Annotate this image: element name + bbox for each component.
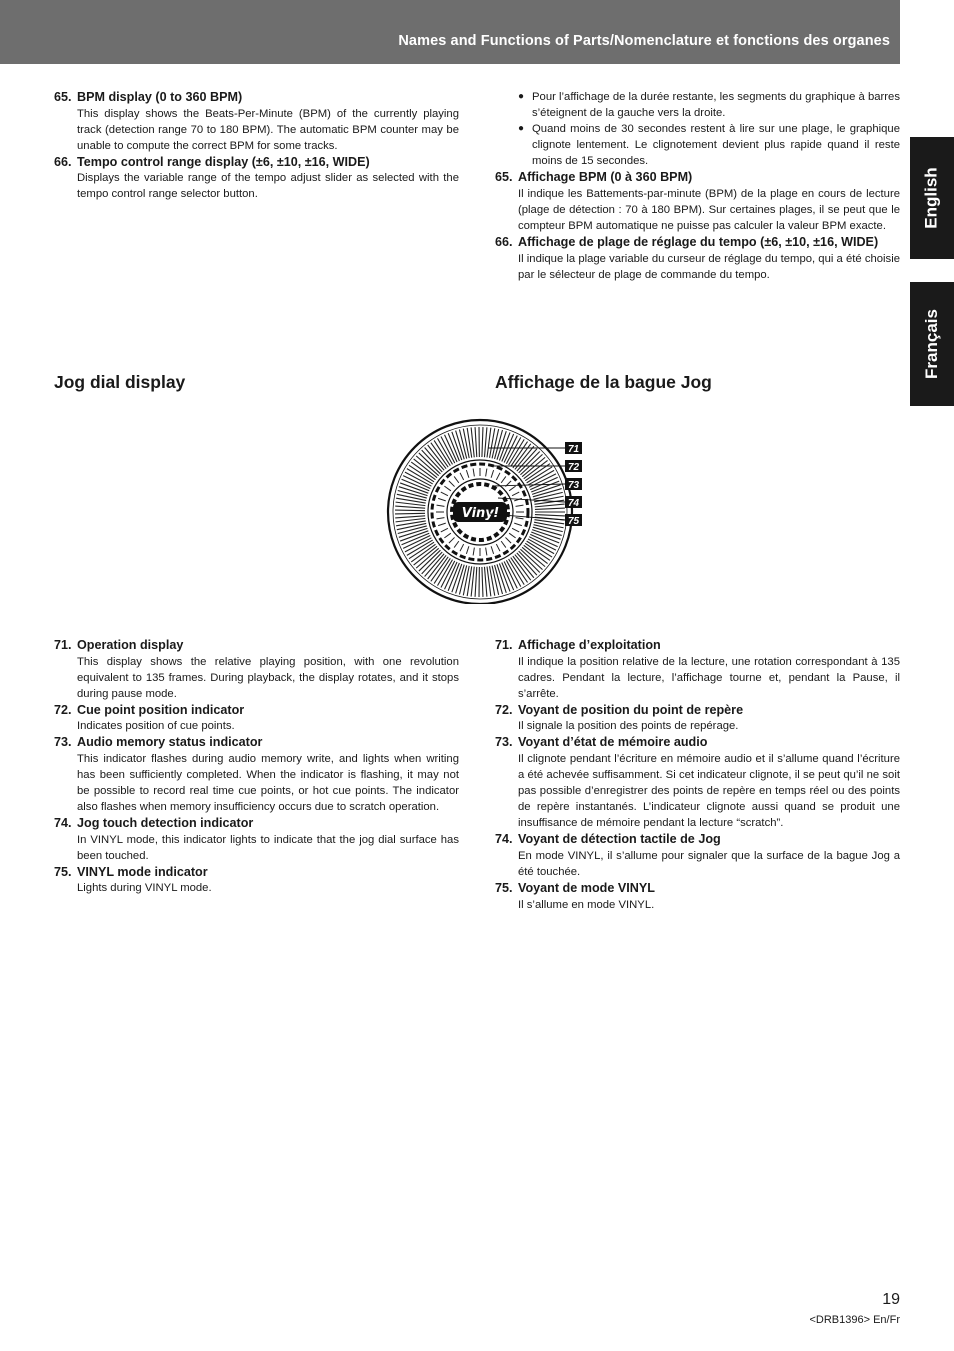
vinyl-mode-text: Vinyl [461, 506, 499, 521]
item-number: 72. [495, 702, 513, 717]
item-74-fr [495, 831, 900, 880]
item-71-fr [495, 637, 900, 702]
callout-label: 75 [567, 516, 580, 527]
jog-dial-diagram [380, 418, 590, 604]
item-body: Indicates position of cue points. [77, 720, 235, 733]
item-title: Voyant d’état de mémoire audio [518, 735, 708, 750]
header-title: Names and Functions of Parts/Nomenclature et fonctions des organes [398, 33, 890, 49]
item-number: 74. [54, 816, 72, 831]
item-73-en [54, 734, 459, 815]
item-number: 66. [54, 154, 72, 169]
callout-label: 74 [567, 498, 580, 509]
section-title-fr: Affichage de la bague Jog [495, 372, 712, 392]
bullet-text: Pour l’affichage de la durée restante, les segments du graphique à barres s’éteignent de la gauche vers la droite. [532, 91, 900, 120]
item-body: Il indique la position relative de la lecture, une rotation correspondant à 135 cadres. Pendant la lecture, l’affichage tourne et, pendant la Pause, il s’arrête. [518, 655, 900, 700]
document-code: <DRB1396> En/Fr [809, 1314, 900, 1326]
item-number: 73. [54, 735, 72, 750]
item-number: 74. [495, 832, 513, 847]
item-number: 72. [54, 702, 72, 717]
item-title: Audio memory status indicator [77, 735, 263, 750]
item-body: This display shows the relative playing position, with one revolution equivalent to 135 frames. During playback, the display rotates, and it stops during pause mode. [77, 655, 459, 700]
bottom-english-column [54, 637, 459, 897]
item-title: Voyant de mode VINYL [518, 881, 655, 896]
item-title: Cue point position indicator [77, 702, 245, 717]
item-66-fr [495, 234, 900, 283]
page-number: 19 [882, 1291, 900, 1308]
bullet-text: Quand moins de 30 secondes restent à lire sur une plage, le graphique clignote lentement. Le clignotement devient plus rapide quand il reste moins de 15 secondes. [532, 123, 900, 168]
item-73-fr [495, 734, 900, 831]
dial-segment [395, 510, 425, 511]
bullet-item [518, 121, 900, 169]
tab-francais[interactable] [910, 282, 954, 406]
item-title: Operation display [77, 638, 184, 652]
item-body: Il clignote pendant l’écriture en mémoire audio et il s’allume quand l’écriture a été achevée suffisamment. Si cet indicateur clignote, il se peut qu’il ne soit pas possible d’enregistrer des points de repère en temps réel ou des points de repère instantanés. L’indicateur clignote aussi quand se produit une insuffisance de mémoire pendant la lecture “scratch”. [518, 752, 900, 830]
item-body: Lights during VINYL mode. [77, 882, 212, 895]
item-65-en [54, 89, 459, 154]
item-74-en [54, 815, 459, 864]
item-title: BPM display (0 to 360 BPM) [77, 90, 243, 104]
item-title: Affichage d’exploitation [518, 638, 661, 652]
tab-francais-label: Français [922, 309, 941, 379]
item-number: 73. [495, 735, 513, 750]
item-number: 71. [54, 638, 72, 652]
item-body: Il signale la position des points de repérage. [518, 720, 739, 733]
item-body: In VINYL mode, this indicator lights to indicate that the jog dial surface has been touched. [77, 833, 459, 862]
item-number: 75. [54, 864, 72, 879]
item-71-en [54, 637, 459, 702]
item-72-en [54, 702, 459, 735]
item-title: Affichage de plage de réglage du tempo (±6, ±10, ±16, WIDE) [518, 235, 879, 250]
item-66-en [54, 154, 459, 203]
item-title: Jog touch detection indicator [77, 816, 254, 831]
dial-segment [395, 513, 425, 514]
item-number: 71. [495, 638, 513, 652]
item-title: Voyant de position du point de repère [518, 702, 744, 717]
item-body: Il indique la plage variable du curseur de réglage du tempo, qui a été choisie par le sélecteur de plage de commande du tempo. [518, 252, 900, 281]
item-body: This display shows the Beats-Per-Minute (BPM) of the currently playing track (detection range 70 to 180 BPM). The automatic BPM counter may be unable to compute the correct BPM for some tracks. [77, 107, 459, 152]
callout-label: 73 [567, 480, 580, 491]
item-65-fr [495, 169, 900, 234]
item-title: Affichage BPM (0 à 360 BPM) [518, 170, 693, 185]
item-number: 65. [54, 90, 72, 104]
item-number: 66. [495, 235, 513, 250]
item-75-en [54, 864, 459, 897]
item-body: This indicator flashes during audio memory write, and lights when writing has been sufficiently completed. When the indicator is flashing, it may not be possible to record real time cue points, or hot cue points. The indicator also flashes when memory insufficiency occurs due to scratch operation. [77, 752, 459, 814]
item-number: 65. [495, 170, 513, 185]
callout-label: 72 [567, 462, 580, 473]
item-title: Voyant de détection tactile de Jog [518, 832, 721, 847]
item-72-fr [495, 702, 900, 735]
top-english-column [54, 89, 459, 202]
item-body: En mode VINYL, il s’allume pour signaler que la surface de la bague Jog a été touchée. [518, 849, 900, 878]
section-title-en: Jog dial display [54, 372, 186, 392]
item-75-fr [495, 880, 900, 913]
top-french-column [495, 89, 900, 283]
bottom-french-column [495, 637, 900, 913]
item-number: 75. [495, 881, 513, 896]
callout-label: 71 [567, 444, 580, 455]
item-body: Displays the variable range of the tempo adjust slider as selected with the tempo control range selector button. [77, 172, 459, 201]
bullet-dot-icon: ● [518, 91, 525, 102]
item-title: VINYL mode indicator [77, 864, 208, 879]
item-title: Tempo control range display (±6, ±10, ±16, WIDE) [77, 154, 370, 169]
item-body: Il indique les Battements-par-minute (BPM) de la plage en cours de lecture (plage de détection : 70 à 180 BPM). Sur certaines plages, il se peut que le compteur BPM automatique ne puisse pas calculer la valeur BPM exacte. [518, 187, 900, 233]
item-body: Il s’allume en mode VINYL. [518, 898, 655, 911]
tab-english-label: English [922, 167, 941, 229]
tab-english[interactable] [910, 137, 954, 259]
header-bar [0, 0, 900, 64]
bullet-item [518, 89, 900, 121]
bullet-dot-icon: ● [518, 123, 525, 135]
